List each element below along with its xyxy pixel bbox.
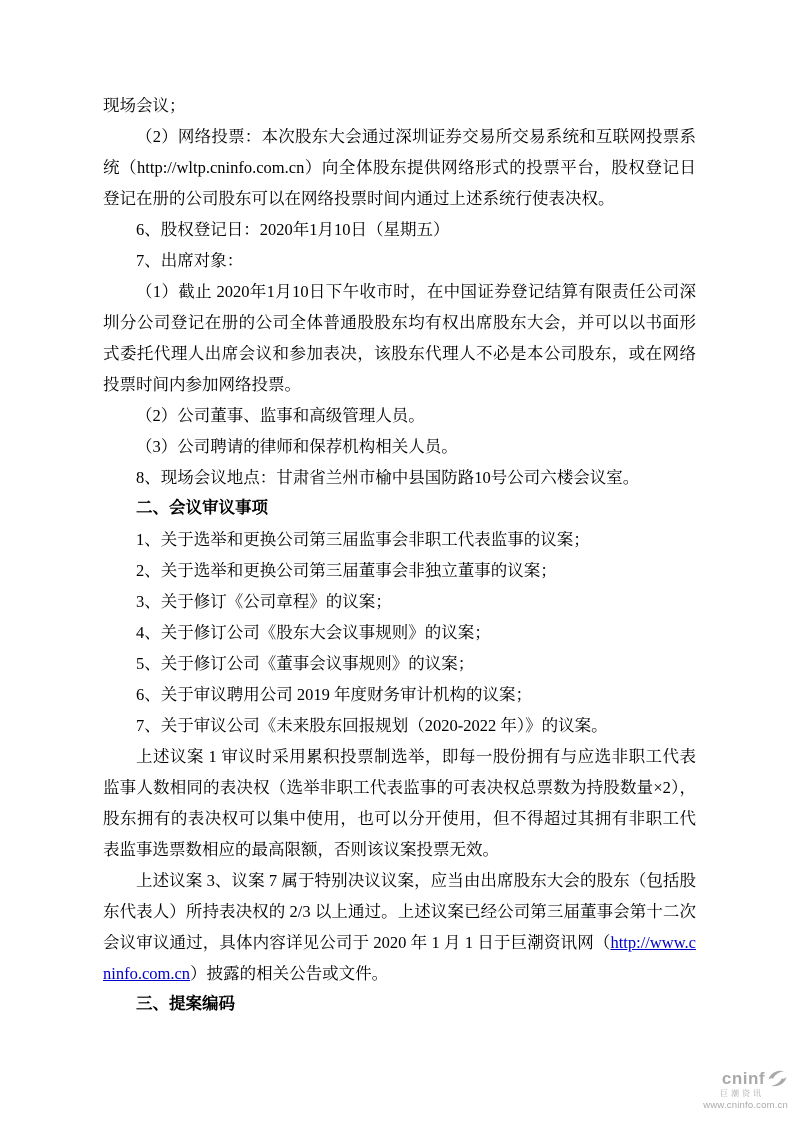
- para-meeting-venue: 8、现场会议地点：甘肃省兰州市榆中县国防路10号公司六楼会议室。: [136, 468, 640, 487]
- para-special-resolution: [103, 865, 696, 989]
- para-record-date: 6、股权登记日：2020年1月10日（星期五）: [136, 220, 450, 239]
- special-resolution-text-pre: 上述议案 3、议案 7 属于特别决议议案，应当由出席股东大会的股东（包括股东代表人）所持表决权的 2/3 以上通过。上述议案已经公司第三届董事会第十二次会议审议通过，具体内容详见公司于 2020 年 1 月 1 日于巨潮资讯网（: [103, 871, 696, 952]
- para-cumulative-voting: 上述议案 1 审议时采用累积投票制选举，即每一股份拥有与应选非职工代表监事人数相同的表决权（选举非职工代表监事的可表决权总票数为持股数量×2），股东拥有的表决权可以集中使用，也可以分开使用，但不得超过其拥有非职工代表监事选票数相应的最高限额，否则该议案投票无效。: [103, 747, 696, 859]
- cninfo-watermark-url: www.cninfo.com.cn: [703, 1099, 788, 1111]
- proposal-item-6: 6、关于审议聘用公司 2019 年度财务审计机构的议案；: [136, 685, 532, 704]
- para-attendee-directors: （2）公司董事、监事和高级管理人员。: [136, 406, 425, 425]
- section-heading-review-items: 二、会议审议事项: [136, 499, 268, 517]
- section-heading-proposal-codes: 三、提案编码: [136, 995, 235, 1013]
- proposal-item-5: 5、关于修订公司《董事会议事规则》的议案；: [136, 654, 475, 673]
- cninfo-brand-chinese: 巨潮资讯: [720, 1088, 764, 1098]
- cninfo-brand-text: cninf: [721, 1068, 765, 1088]
- proposal-item-4: 4、关于修订公司《股东大会议事规则》的议案；: [136, 623, 491, 642]
- proposal-item-2: 2、关于选举和更换公司第三届董事会非独立董事的议案；: [136, 561, 557, 580]
- cninfo-hyperlink[interactable]: http://www.cninfo.com.cn: [103, 933, 696, 983]
- para-attendee-shareholders: （1）截止 2020年1月10日下午收市时，在中国证券登记结算有限责任公司深圳分公司登记在册的公司全体普通股股东均有权出席股东大会，并可以以书面形式委托代理人出席会议和参加表决，该股东代理人不必是本公司股东，或在网络投票时间内参加网络投票。: [103, 282, 696, 394]
- para-network-voting: （2）网络投票：本次股东大会通过深圳证券交易所交易系统和互联网投票系统（http://wltp.cninfo.com.cn）向全体股东提供网络形式的投票平台，股权登记日登记在册的公司股东可以在网络投票时间内通过上述系统行使表决权。: [103, 127, 696, 208]
- proposal-item-3: 3、关于修订《公司章程》的议案；: [136, 592, 392, 611]
- cninfo-watermark: [703, 1069, 788, 1111]
- special-resolution-text-post: ）披露的相关公告或文件。: [190, 964, 389, 983]
- proposal-item-7: 7、关于审议公司《未来股东回报规划（2020-2022 年）》的议案。: [136, 716, 608, 735]
- cninfo-logo-icon: [767, 1069, 788, 1088]
- para-attendees-heading: 7、出席对象：: [136, 251, 244, 270]
- para-live-meeting-continuation: 现场会议；: [103, 96, 186, 115]
- proposal-item-1: 1、关于选举和更换公司第三届监事会非职工代表监事的议案；: [136, 530, 590, 549]
- para-attendee-lawyers: （3）公司聘请的律师和保荐机构相关人员。: [136, 437, 458, 456]
- document-body: [103, 90, 696, 1020]
